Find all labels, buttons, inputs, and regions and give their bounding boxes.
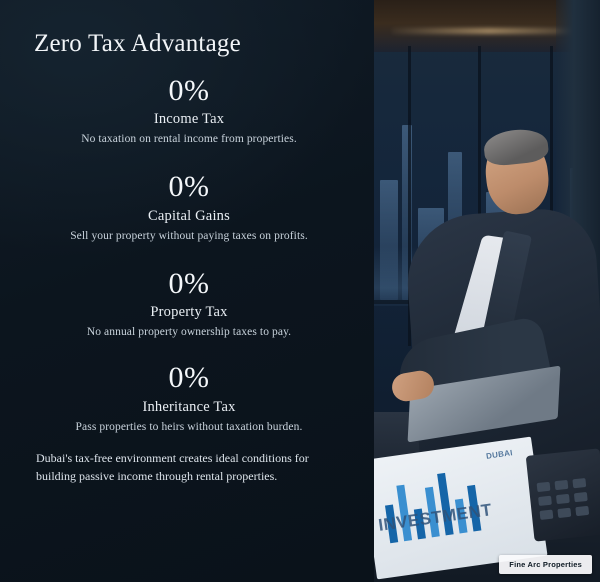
- hero-image-panel: [374, 0, 600, 582]
- watermark-badge: Fine Arc Properties: [499, 555, 592, 574]
- closing-paragraph: Dubai's tax-free environment creates ideal conditions for building passive income through rental properties.: [36, 450, 309, 484]
- stat-block-income-tax: [30, 72, 348, 146]
- calculator-key: [540, 510, 554, 520]
- calculator-key: [572, 478, 586, 488]
- stat-description: Pass properties to heirs without taxation burden.: [75, 420, 303, 433]
- stat-description: No taxation on rental income from properties.: [81, 133, 297, 145]
- stat-block-inheritance-tax: [30, 359, 348, 433]
- page-title: Zero Tax Advantage: [34, 30, 241, 57]
- stat-block-capital-gains: [30, 168, 348, 242]
- spacer: [30, 248, 348, 265]
- stat-percent: 0%: [168, 170, 210, 203]
- stat-percent: 0%: [168, 361, 210, 394]
- calculator-key: [557, 508, 571, 518]
- calculator-key: [575, 506, 589, 516]
- stat-percent: 0%: [168, 266, 210, 300]
- calculator-key: [537, 482, 551, 492]
- stat-block-property-tax: [30, 265, 348, 339]
- stat-percent: 0%: [168, 73, 210, 107]
- document-word-label: DUBAI: [485, 448, 514, 461]
- stat-label: Capital Gains: [148, 207, 230, 224]
- stat-label: Inheritance Tax: [142, 398, 236, 415]
- calculator-key: [538, 496, 552, 506]
- spacer: [30, 151, 348, 168]
- calculator-key: [556, 494, 570, 504]
- spacer: [30, 344, 348, 359]
- calculator-key: [574, 492, 588, 502]
- office-photo: [374, 0, 600, 582]
- calculator-key: [554, 480, 568, 490]
- paper-headline-word: INVESTMENT: [377, 500, 494, 535]
- stat-label: Property Tax: [150, 304, 228, 320]
- stat-description: No annual property ownership taxes to pay.: [86, 326, 292, 338]
- calculator: [526, 448, 600, 541]
- stat-label: Income Tax: [153, 111, 225, 127]
- stat-description: Sell your property without paying taxes on profits.: [70, 229, 308, 242]
